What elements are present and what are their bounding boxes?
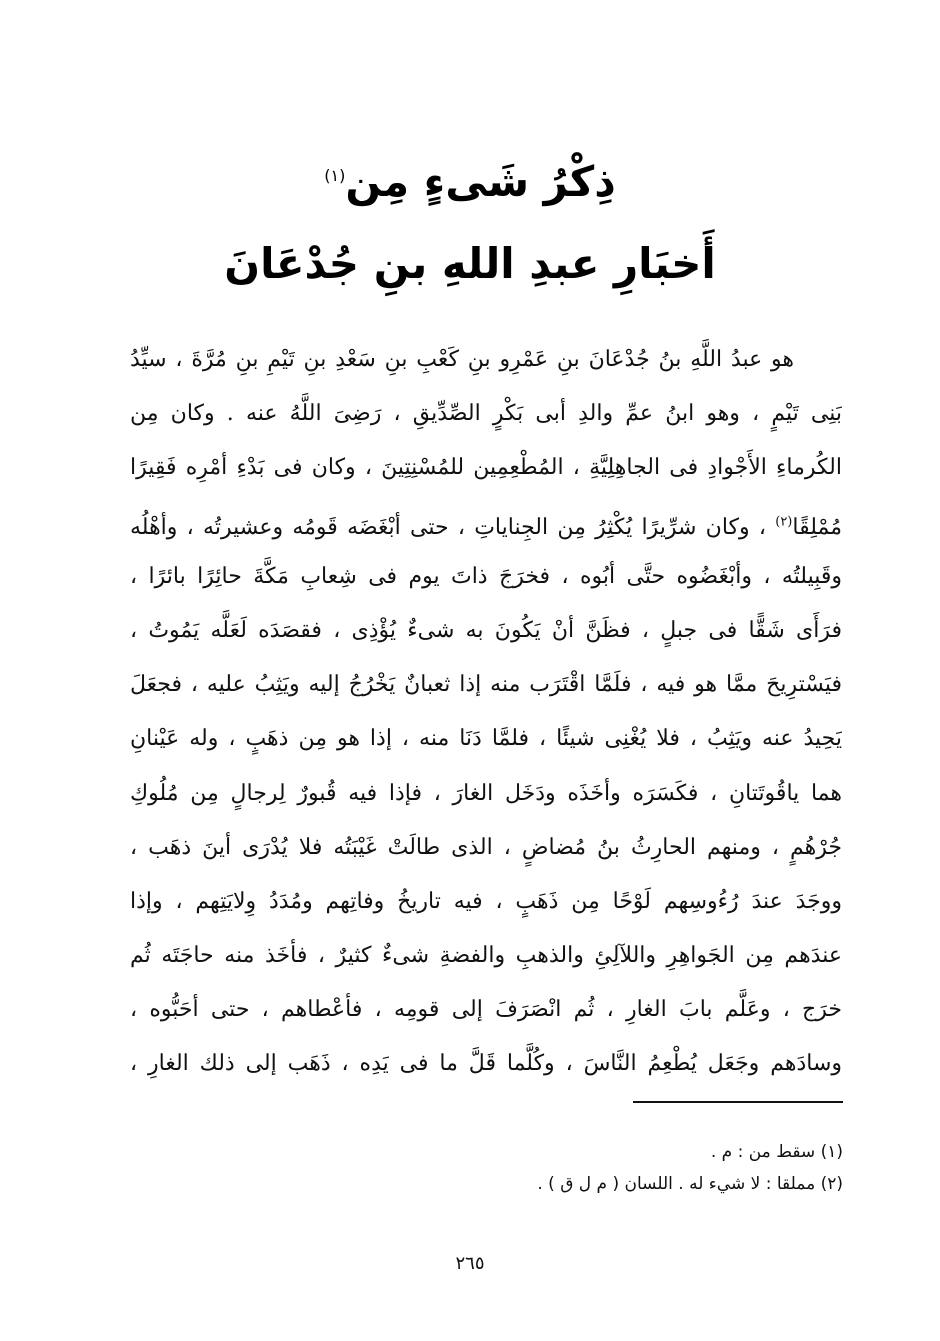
footnote-1: (١) سقط من : م . [710, 1142, 843, 1162]
chapter-title-text: ذِكْرُ شَىءٍ مِن [345, 157, 616, 206]
footnote-ref-2: (٢) [775, 514, 793, 530]
body-line-3: الكُرماءِ الأَجْوادِ فى الجاهِلِيَّةِ ، المُطْعِمِين للمُسْنِتِينَ ، وكان فى بَدْءِ أمْرِه فَقِيرًا [130, 455, 842, 481]
body-line-4 [130, 496, 842, 550]
footnote-ref-1: (١) [324, 166, 346, 185]
body-line-11: ووجَدَ عندَ رُءُوسِهم لَوْحًا مِن ذَهَبٍ ، فيه تاريخُ وفاتِهم ومُدَدُ وِلايَتِهم ، وإذا [130, 888, 842, 914]
body-line-13: خرَج ، وعَلَّم بابَ الغارِ ، ثُم انْصَرَفَ إلى قومِه ، فأعْطاهم ، حتى أحَبُّوه ، [130, 997, 842, 1023]
body-line-12: عندَهم مِن الجَواهِرِ واللآلِئِ والذهبِ والفضةِ شىءٌ كثيرٌ ، فأخَذ منه حاجَتَه ثُم [130, 943, 842, 969]
body-line-5: وقَبِيلتُه ، وأبْغَضُوه حتَّى أبُوه ، فخرَجَ ذاتَ يوم فى شِعابِ مَكَّةَ حائِرًا بائرًا ، [130, 563, 842, 589]
body-line-1: هو عبدُ اللَّهِ بنُ جُدْعَانَ بنِ عَمْرِو بنِ كَعْبِ بنِ سَعْدِ بنِ تَيْمِ بنِ مُرَّةَ ، سيِّدُ [130, 347, 794, 372]
footnote-divider [633, 1101, 843, 1103]
footnotes [343, 1136, 843, 1200]
body-line-6: فرَأَى شَقًّا فى جبلٍ ، فظَنَّ أنْ يَكُونَ به شىءٌ يُؤْذِى ، فقصَدَه لَعَلَّه يَمُوتُ ، [130, 617, 842, 643]
body-text [130, 333, 842, 1092]
body-line-7: فيَسْترِيحَ ممَّا هو فيه ، فلَمَّا اقْتَرَب منه إذا ثعبانٌ يَخْرُجُ إليه ويَثِبُ عليه ، فجعَلَ [130, 672, 842, 698]
chapter-title-line-2: أَخبَارِ عبدِ اللهِ بنِ جُدْعَانَ [224, 239, 716, 288]
body-line-2: بَنِى تَيْمٍ ، وهو ابنُ عمِّ والدِ أبى بَكْرٍ الصِّدِّيقِ ، رَضِىَ اللَّهُ عنه . وكان مِن [130, 401, 842, 427]
footnote-2: (٢) مملقا : لا شيء له . اللسان ( م ل ق ) . [537, 1174, 843, 1194]
body-line-9: هما ياقُوتَتانِ ، فكَسَرَه وأخَذَه ودَخَل الغارَ ، فإذا فيه قُبورٌ لِرجالٍ مِن مُلُوكِ [130, 780, 842, 806]
body-line-4-text: مُمْلِقًا$^{(٢)}$ ، وكان شرِّيرًا يُكْثِرُ مِن الجِناياتِ ، حتى أبْغَضَه قَومُه وعشيرتُه ، وأهْلُه [130, 514, 842, 540]
chapter-title-line-1 [0, 140, 940, 218]
body-line-10: جُرْهُمٍ ، ومنهم الحارِثُ بنُ مُضاضٍ ، الذى طالَتْ غَيْبَتُه فلا يُدْرَى أينَ ذهَب ، [130, 834, 842, 860]
page-number: ٢٦٥ [455, 1253, 485, 1274]
body-line-14: وسادَهم وجَعَل يُطْعِمُ النَّاسَ ، وكُلَّما قَلَّ ما فى يَدِه ، ذَهَب إلى ذلك الغارِ ، [130, 1051, 842, 1077]
body-line-8: يَحِيدُ عنه ويَثِبُ ، فلا يُغْنِى شيئًا ، فلمَّا دَنَا منه ، إذا هو مِن ذهَبٍ ، وله عَيْنانِ [130, 726, 842, 752]
